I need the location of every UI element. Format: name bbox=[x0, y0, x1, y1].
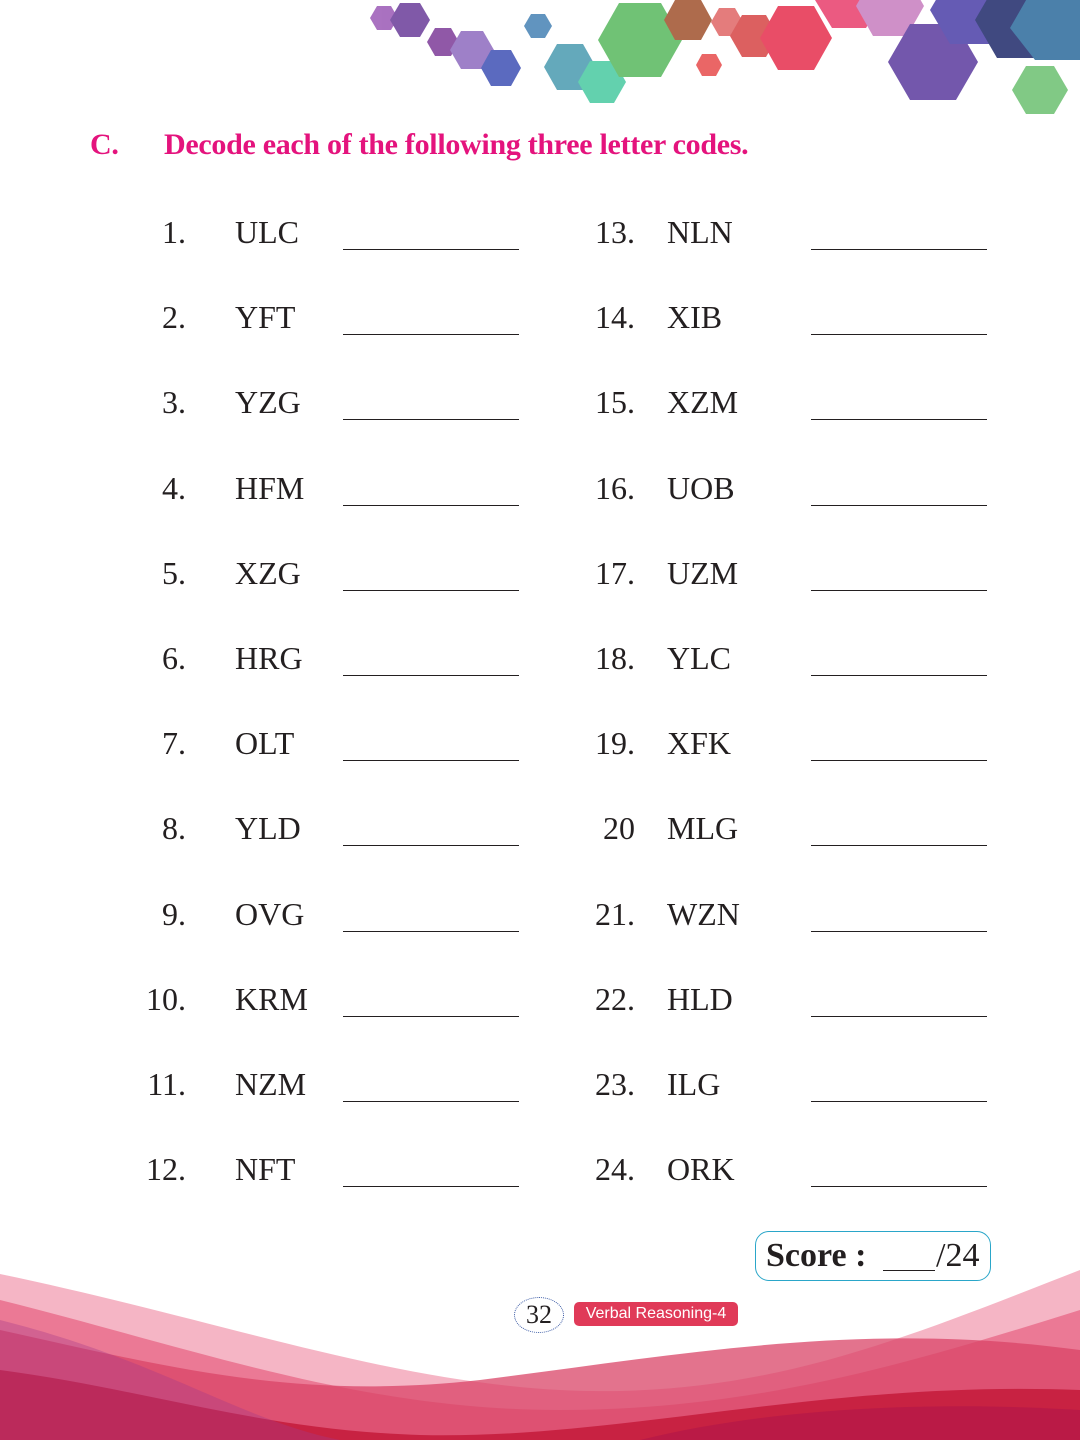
book-title: Verbal Reasoning-4 bbox=[574, 1302, 738, 1326]
item-number: 18. bbox=[595, 640, 635, 676]
item-code: NLN bbox=[667, 214, 733, 250]
item-code: OLT bbox=[235, 725, 295, 761]
item-code: ILG bbox=[667, 1066, 721, 1102]
answer-blank[interactable] bbox=[811, 845, 987, 846]
item-code: HRG bbox=[235, 640, 303, 676]
item-number: 20 bbox=[603, 810, 635, 846]
item-code: XZG bbox=[235, 555, 301, 591]
item-code: YZG bbox=[235, 384, 301, 420]
item-code: WZN bbox=[667, 896, 740, 932]
list-item bbox=[0, 470, 1080, 510]
item-number: 9. bbox=[162, 896, 186, 932]
item-number: 16. bbox=[595, 470, 635, 506]
item-code: UZM bbox=[667, 555, 739, 591]
answer-blank[interactable] bbox=[811, 419, 987, 420]
item-number: 3. bbox=[162, 384, 186, 420]
item-number: 13. bbox=[595, 214, 635, 250]
answer-blank[interactable] bbox=[811, 249, 987, 250]
score-total: /24 bbox=[936, 1237, 980, 1274]
answer-blank[interactable] bbox=[811, 1186, 987, 1187]
answer-blank[interactable] bbox=[811, 334, 987, 335]
answer-blank[interactable] bbox=[811, 1016, 987, 1017]
item-number: 5. bbox=[162, 555, 186, 591]
list-item bbox=[0, 299, 1080, 339]
item-code: UOB bbox=[667, 470, 735, 506]
item-code: XFK bbox=[667, 725, 732, 761]
item-code: MLG bbox=[667, 810, 739, 846]
hexagon-decoration bbox=[0, 0, 1080, 125]
item-number: 11. bbox=[147, 1066, 186, 1102]
item-number: 12. bbox=[146, 1151, 186, 1187]
item-code: ULC bbox=[235, 214, 299, 250]
item-number: 17. bbox=[595, 555, 635, 591]
answer-blank[interactable] bbox=[811, 1101, 987, 1102]
answer-blank[interactable] bbox=[811, 931, 987, 932]
list-item bbox=[0, 810, 1080, 850]
item-number: 10. bbox=[146, 981, 186, 1017]
score-label: Score : bbox=[766, 1237, 867, 1274]
item-number: 1. bbox=[162, 214, 186, 250]
list-item bbox=[0, 640, 1080, 680]
item-number: 21. bbox=[595, 896, 635, 932]
item-code: HFM bbox=[235, 470, 305, 506]
list-item bbox=[0, 555, 1080, 595]
item-number: 4. bbox=[162, 470, 186, 506]
answer-blank[interactable] bbox=[811, 675, 987, 676]
answer-blank[interactable] bbox=[811, 590, 987, 591]
section-letter: C. bbox=[90, 128, 119, 161]
item-number: 22. bbox=[595, 981, 635, 1017]
list-item bbox=[0, 384, 1080, 424]
item-number: 7. bbox=[162, 725, 186, 761]
item-code: YLC bbox=[667, 640, 731, 676]
list-item bbox=[0, 214, 1080, 254]
item-code: XIB bbox=[667, 299, 723, 335]
wave-decoration bbox=[0, 1260, 1080, 1440]
list-item bbox=[0, 1151, 1080, 1191]
item-code: YLD bbox=[235, 810, 301, 846]
list-item bbox=[0, 981, 1080, 1021]
item-number: 14. bbox=[595, 299, 635, 335]
item-code: NZM bbox=[235, 1066, 307, 1102]
item-code: ORK bbox=[667, 1151, 735, 1187]
item-number: 23. bbox=[595, 1066, 635, 1102]
item-code: HLD bbox=[667, 981, 733, 1017]
item-number: 8. bbox=[162, 810, 186, 846]
item-number: 24. bbox=[595, 1151, 635, 1187]
item-code: YFT bbox=[235, 299, 296, 335]
list-item bbox=[0, 725, 1080, 765]
list-item bbox=[0, 896, 1080, 936]
item-number: 15. bbox=[595, 384, 635, 420]
item-number: 2. bbox=[162, 299, 186, 335]
answer-blank[interactable] bbox=[811, 760, 987, 761]
item-code: XZM bbox=[667, 384, 739, 420]
item-number: 19. bbox=[595, 725, 635, 761]
list-item bbox=[0, 1066, 1080, 1106]
item-code: NFT bbox=[235, 1151, 296, 1187]
answer-blank[interactable] bbox=[811, 505, 987, 506]
item-code: OVG bbox=[235, 896, 305, 932]
page-number: 32 bbox=[514, 1297, 564, 1333]
item-code: KRM bbox=[235, 981, 308, 1017]
item-number: 6. bbox=[162, 640, 186, 676]
section-title: Decode each of the following three letter codes. bbox=[164, 128, 749, 161]
